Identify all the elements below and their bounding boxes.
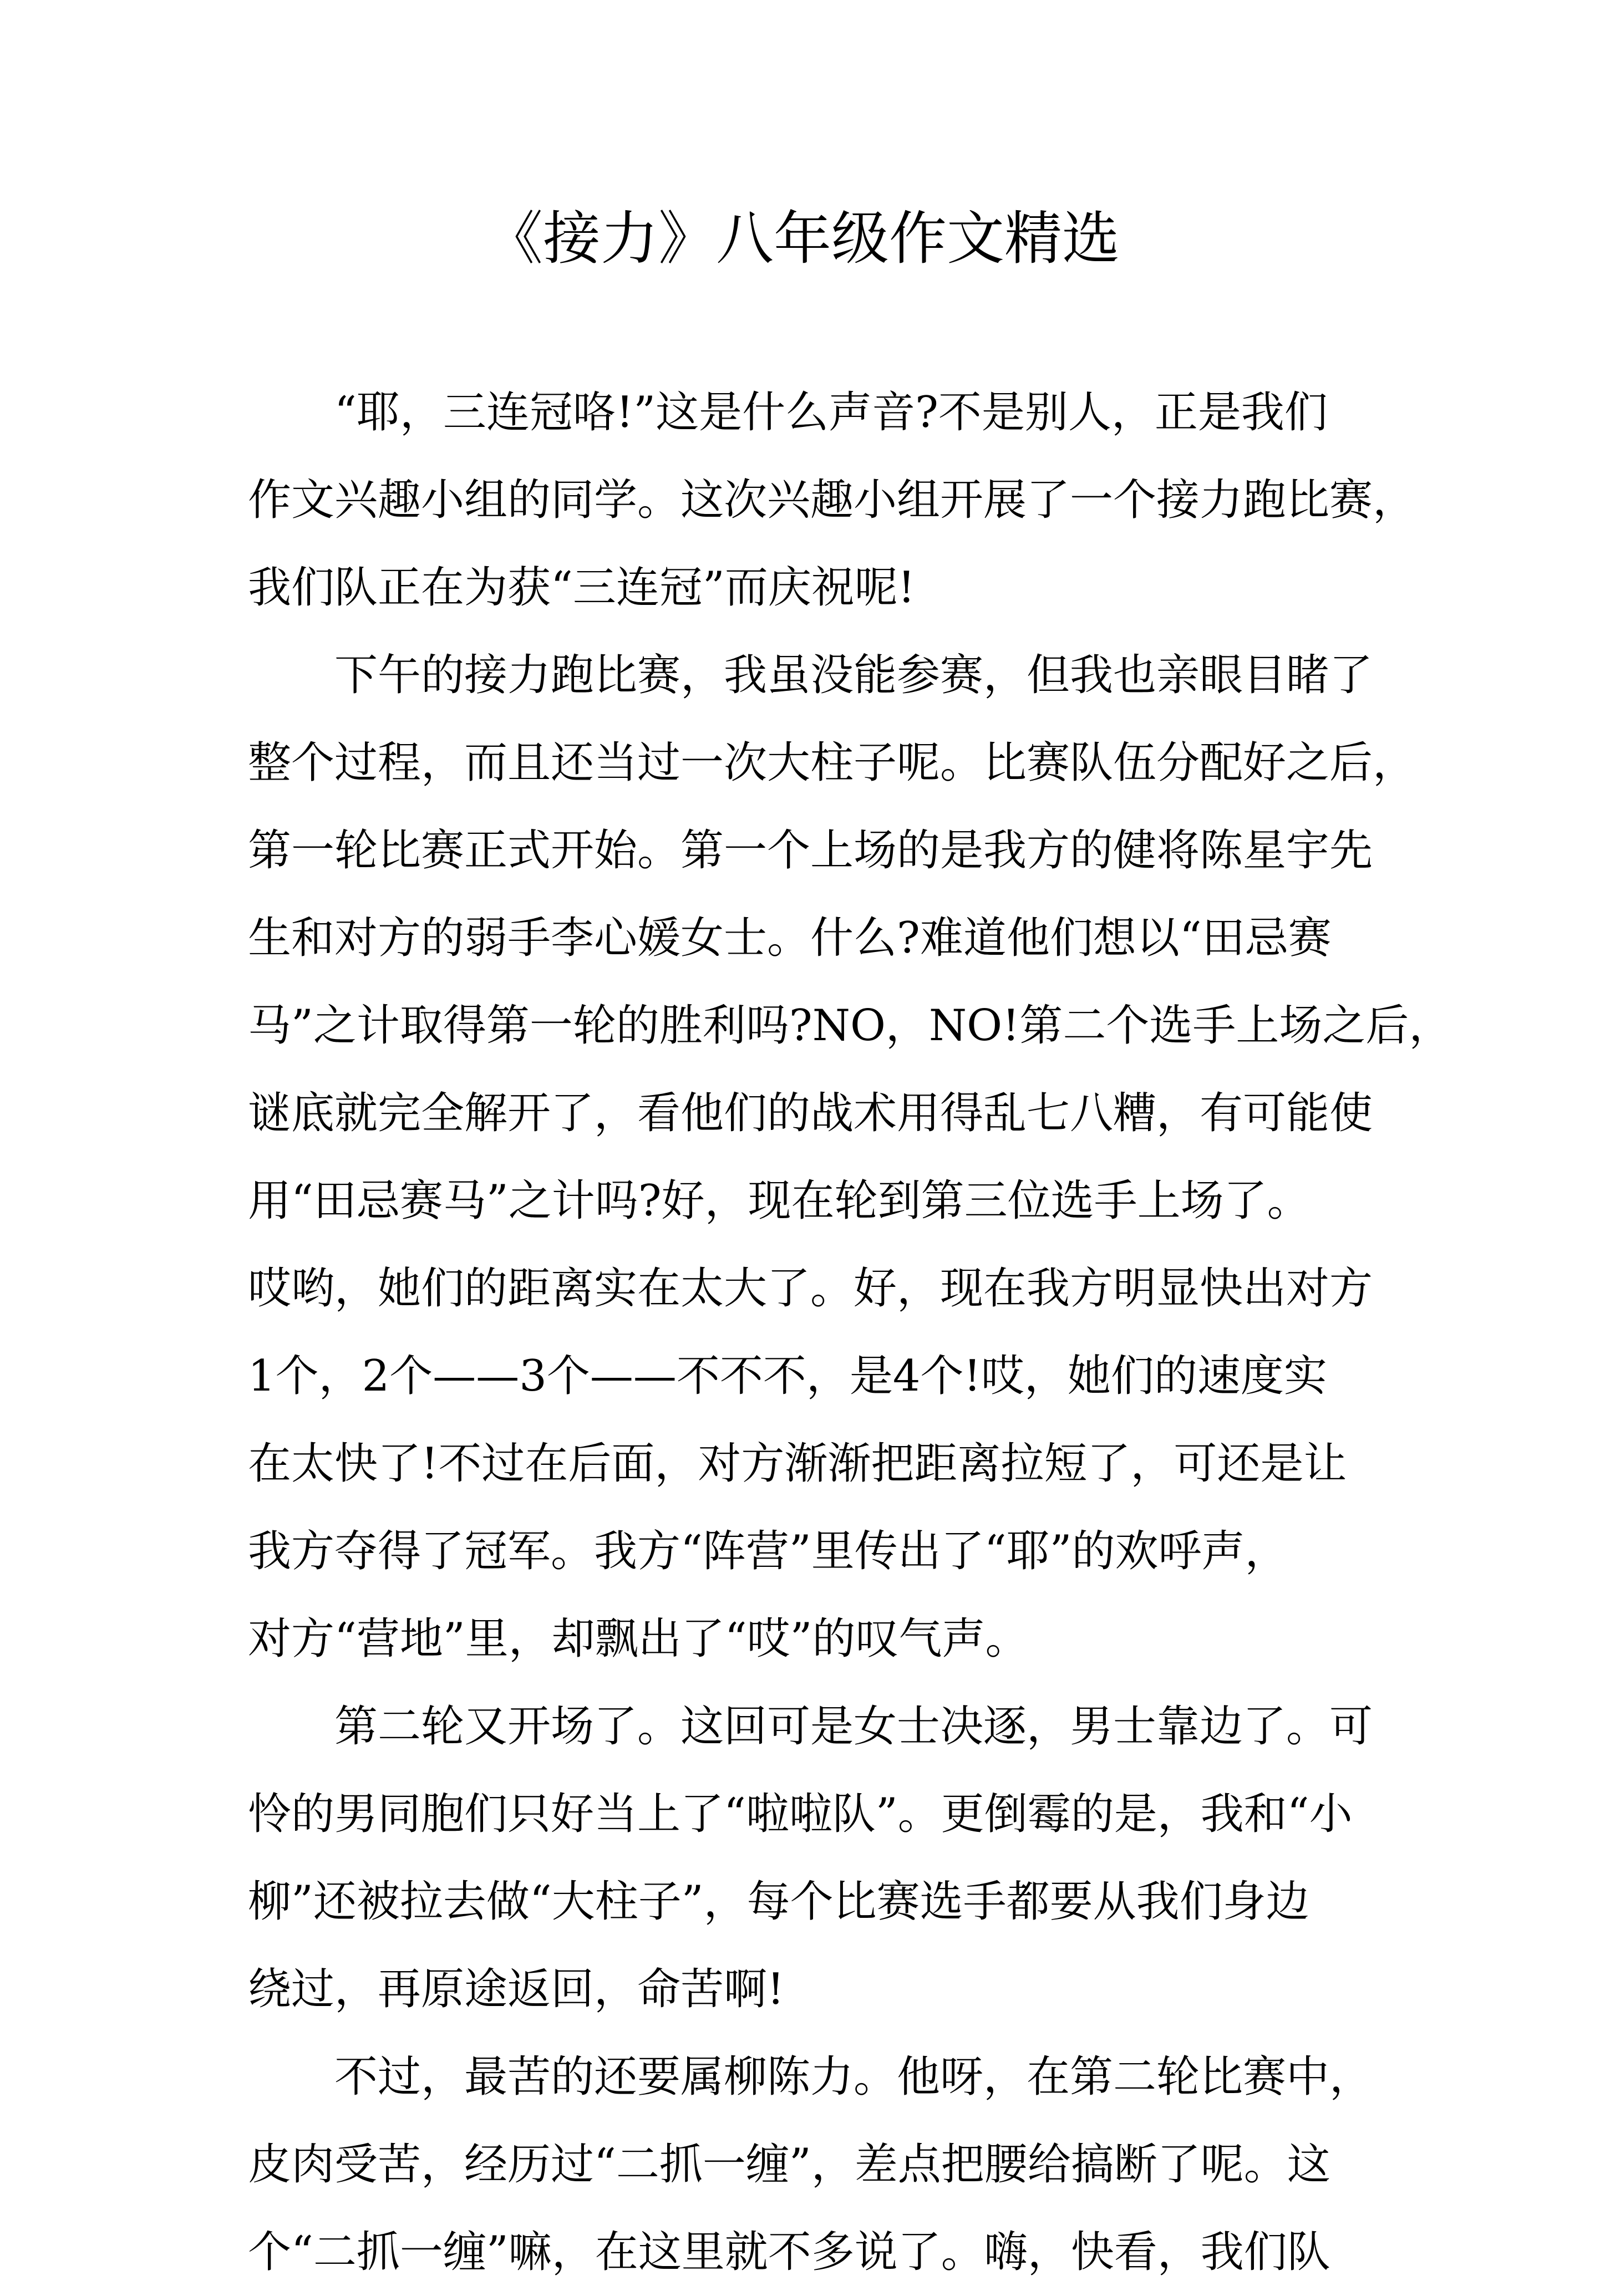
text-line: 在太快了!不过在后面，对方渐渐把距离拉短了，可还是让 — [248, 1439, 1347, 1489]
text-line: 哎哟，她们的距离实在太大了。好，现在我方明显快出对方 — [248, 1264, 1373, 1314]
text-line: 怜的男同胞们只好当上了“啦啦队”。更倒霉的是，我和“小 — [248, 1789, 1353, 1839]
paragraph-3 — [248, 1683, 1373, 2033]
text-line: “耶，三连冠咯!”这是什么声音?不是别人，正是我们 — [248, 388, 1328, 437]
paragraph-4 — [248, 2033, 1373, 2296]
text-line: 整个过程，而且还当过一次大柱子呢。比赛队伍分配好之后， — [248, 738, 1416, 788]
text-line: 柳”还被拉去做“大柱子”，每个比赛选手都要从我们身边 — [248, 1877, 1309, 1927]
text-line: 个“二抓一缠”嘛，在这里就不多说了。嗨，快看，我们队 — [248, 2227, 1330, 2277]
text-line: 第一轮比赛正式开始。第一个上场的是我方的健将陈星宇先 — [248, 826, 1373, 875]
text-line: 我方夺得了冠军。我方“阵营”里传出了“耶”的欢呼声， — [248, 1526, 1288, 1576]
text-line: 1个，2个——3个——不不不，是4个!哎，她们的速度实 — [248, 1351, 1327, 1401]
text-line: 马”之计取得第一轮的胜利吗?NO，NO!第二个选手上场之后， — [248, 1001, 1452, 1051]
text-line: 皮肉受苦，经历过“二抓一缠”，差点把腰给搞断了呢。这 — [248, 2140, 1330, 2190]
text-line: 对方“营地”里，却飘出了“哎”的叹气声。 — [248, 1614, 1029, 1664]
paragraph-1 — [248, 369, 1416, 632]
text-line: 用“田忌赛马”之计吗?好，现在轮到第三位选手上场了。 — [248, 1176, 1311, 1226]
text-line: 下午的接力跑比赛，我虽没能参赛，但我也亲眼目睹了 — [248, 650, 1373, 700]
paragraph-2 — [248, 632, 1452, 1683]
text-line: 不过，最苦的还要属柳陈力。他呀，在第二轮比赛中， — [248, 2052, 1373, 2102]
document-title: 《接力》八年级作文精选 — [485, 205, 1120, 272]
text-line: 第二轮又开场了。这回可是女士决逐，男士靠边了。可 — [248, 1702, 1373, 1752]
text-line: 谜底就完全解开了，看他们的战术用得乱七八糟，有可能使 — [248, 1088, 1373, 1138]
document-body — [248, 369, 1452, 2296]
text-line: 生和对方的弱手李心媛女士。什么?难道他们想以“田忌赛 — [248, 913, 1332, 963]
text-line: 我们队正在为获“三连冠”而庆祝呢! — [248, 563, 916, 613]
text-line: 绕过，再原途返回，命苦啊! — [248, 1964, 785, 2014]
text-line: 作文兴趣小组的同学。这次兴趣小组开展了一个接力跑比赛， — [248, 475, 1416, 525]
